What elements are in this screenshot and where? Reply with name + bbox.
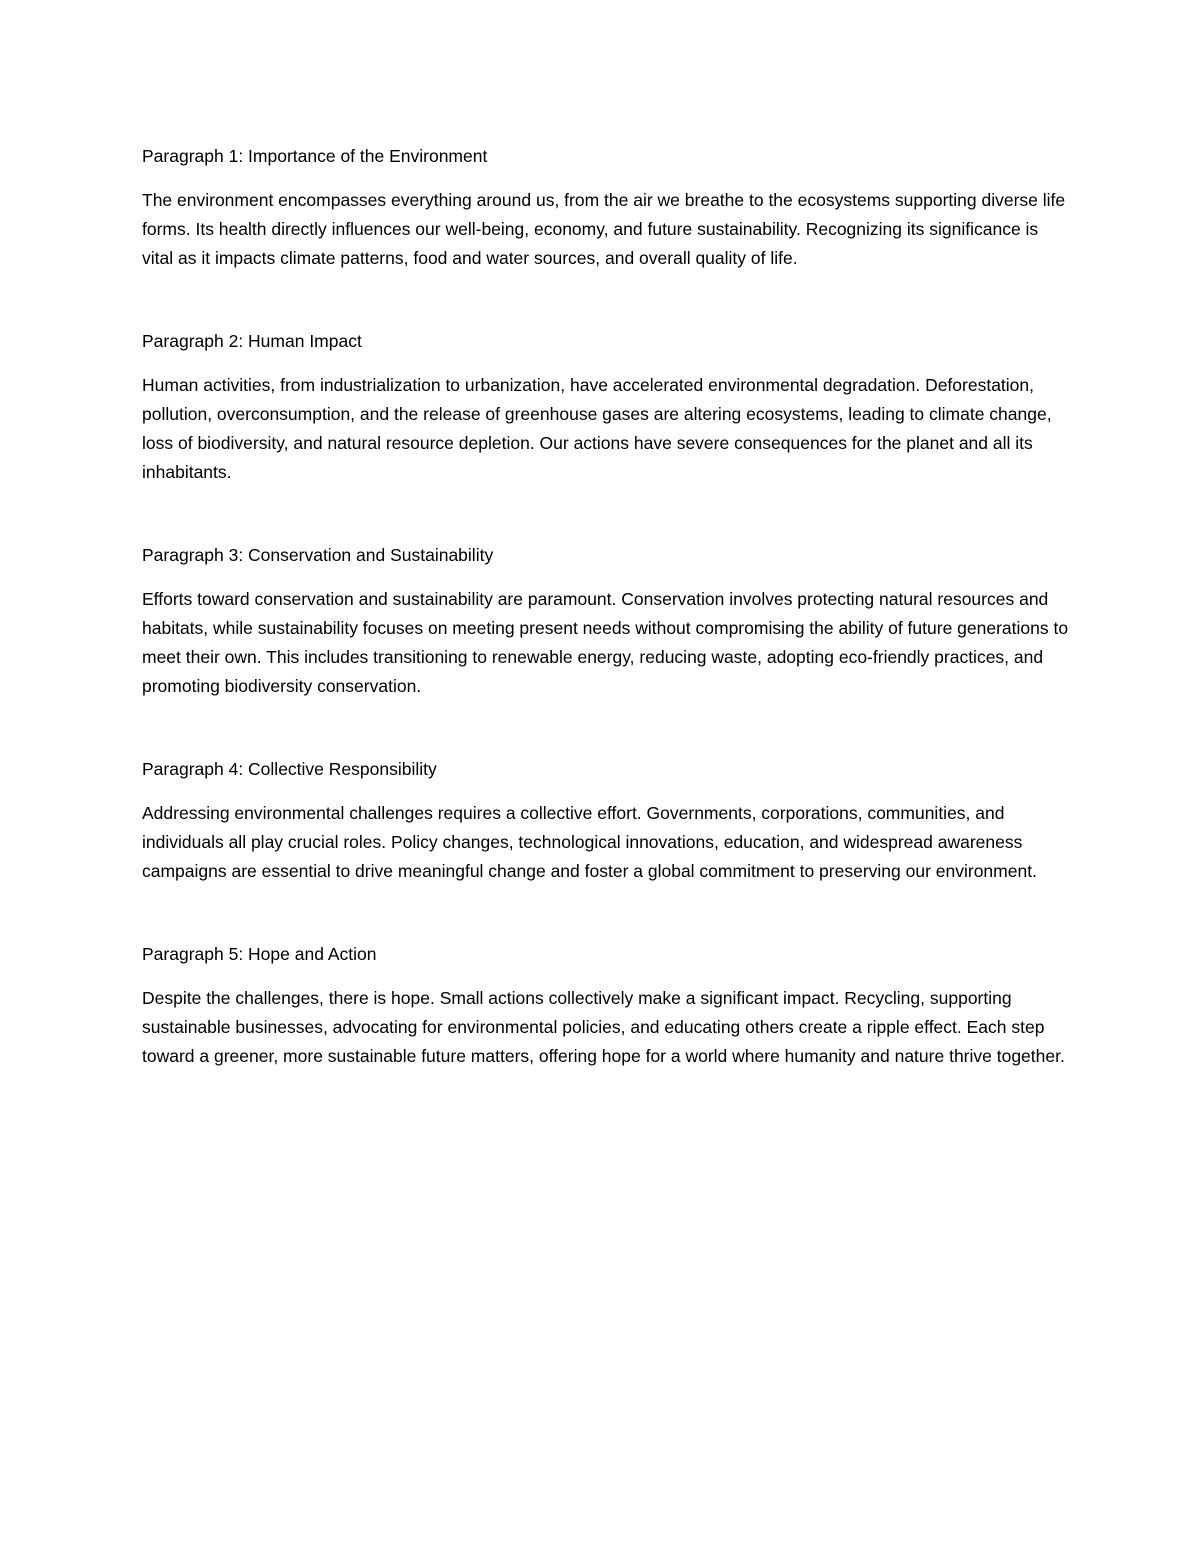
paragraph-section-1 [142, 142, 1072, 273]
paragraph-section-2 [142, 327, 1072, 487]
paragraph-section-4 [142, 755, 1072, 886]
paragraph-heading: Paragraph 4: Collective Responsibility [142, 759, 437, 779]
paragraph-section-5 [142, 940, 1072, 1071]
document-content [142, 142, 1072, 1071]
paragraph-heading: Paragraph 3: Conservation and Sustainability [142, 545, 494, 565]
paragraph-heading: Paragraph 1: Importance of the Environment [142, 146, 488, 166]
paragraph-section-3 [142, 541, 1072, 701]
paragraph-body: The environment encompasses everything around us, from the air we breathe to the ecosystems supporting diverse life forms. Its health directly influences our well-being, economy, and future sustainability. Recognizing its significance is vital as it impacts climate patterns, food and water sources, and overall quality of life. [142, 190, 1066, 268]
paragraph-body: Efforts toward conservation and sustainability are paramount. Conservation involves protecting natural resources and habitats, while sustainability focuses on meeting present needs without compromising the ability of future generations to meet their own. This includes transitioning to renewable energy, reducing waste, adopting eco-friendly practices, and promoting biodiversity conservation. [142, 589, 1069, 696]
paragraph-heading: Paragraph 5: Hope and Action [142, 944, 377, 964]
paragraph-body: Human activities, from industrialization to urbanization, have accelerated environmental degradation. Deforestation, pollution, overconsumption, and the release of greenhouse gases are altering ecosystems, leading to climate change, loss of biodiversity, and natural resource depletion. Our actions have severe consequences for the planet and all its inhabitants. [142, 375, 1052, 482]
paragraph-body: Addressing environmental challenges requires a collective effort. Governments, corporations, communities, and individuals all play crucial roles. Policy changes, technological innovations, education, and widespread awareness campaigns are essential to drive meaningful change and foster a global commitment to preserving our environment. [142, 803, 1037, 881]
paragraph-heading: Paragraph 2: Human Impact [142, 331, 362, 351]
paragraph-body: Despite the challenges, there is hope. Small actions collectively make a significant impact. Recycling, supporting sustainable businesses, advocating for environmental policies, and educating others create a ripple effect. Each step toward a greener, more sustainable future matters, offering hope for a world where humanity and nature thrive together. [142, 988, 1065, 1066]
